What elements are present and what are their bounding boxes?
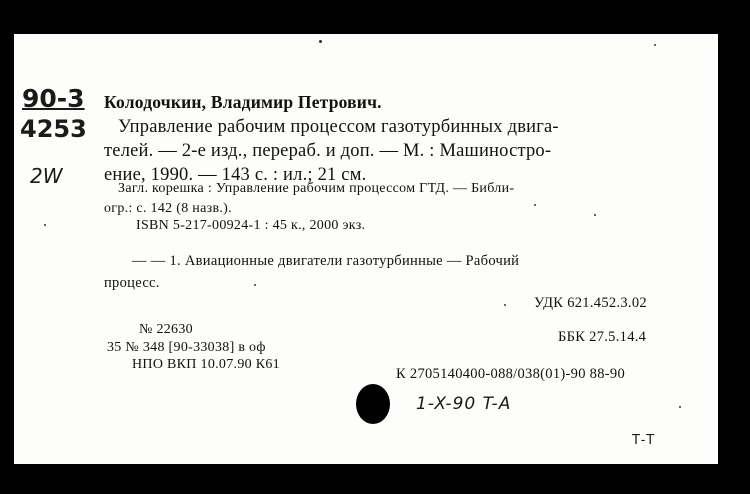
handwritten-corner-note: T-T bbox=[632, 433, 657, 448]
speck bbox=[254, 284, 256, 286]
isbn-line: ISBN 5-217-00924-1 : 45 к., 2000 экз. bbox=[136, 218, 366, 233]
call-number-bottom: 4253 bbox=[20, 115, 87, 143]
order-line-3: НПО ВКП 10.07.90 К61 bbox=[132, 357, 280, 372]
description-line-3: ение, 1990. — 143 с. : ил.; 21 см. bbox=[104, 165, 367, 185]
note-line-2: огр.: с. 142 (8 назв.). bbox=[104, 201, 232, 216]
handwritten-bottom-note: 1-X-90 T-A bbox=[416, 394, 512, 414]
udk-code: УДК 621.452.3.02 bbox=[534, 295, 647, 311]
speck bbox=[319, 40, 322, 43]
handwritten-mark: 2W bbox=[30, 164, 63, 188]
speck bbox=[44, 224, 46, 226]
subject-line-2: процесс. bbox=[104, 275, 160, 291]
speck bbox=[534, 204, 536, 206]
bbk-code: ББК 27.5.14.4 bbox=[558, 329, 647, 345]
speck bbox=[504, 304, 506, 306]
call-number-top: 90-3 bbox=[22, 84, 85, 113]
subject-line-1: — — 1. Авиационные двигатели газотурбинные — Рабочий bbox=[132, 253, 520, 269]
punch-hole bbox=[356, 384, 390, 424]
description-line-1: Управление рабочим процессом газотурбинных двига- bbox=[118, 117, 559, 137]
catalog-code: К 2705140400-088/038(01)-90 88-90 bbox=[396, 366, 625, 382]
speck bbox=[594, 214, 596, 216]
catalog-card bbox=[14, 34, 718, 464]
order-line-2: 35 № 348 [90-33038] в оф bbox=[107, 340, 266, 355]
speck bbox=[654, 44, 656, 46]
note-line-1: Загл. корешка : Управление рабочим процессом ГТД. — Библи- bbox=[118, 181, 515, 196]
author-heading: Колодочкин, Владимир Петрович. bbox=[104, 92, 382, 112]
speck bbox=[679, 406, 681, 408]
description-line-2: телей. — 2-е изд., перераб. и доп. — М. : Машиностро- bbox=[104, 141, 552, 161]
order-line-1: № 22630 bbox=[139, 322, 193, 337]
